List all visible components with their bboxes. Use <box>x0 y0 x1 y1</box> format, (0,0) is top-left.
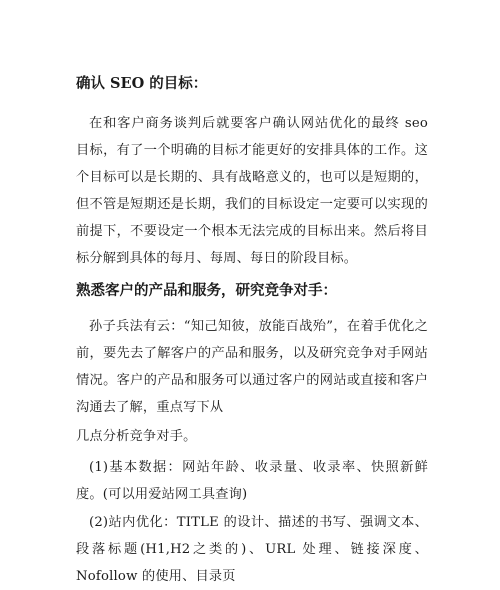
list-item-basic-data: (1)基本数据：网站年龄、收录量、收录率、快照新鲜度。(可以用爱站网工具查询) <box>76 460 428 502</box>
paragraph-competitors: 孙子兵法有云：“知己知彼，放能百战殆”，在着手优化之前，要先去了解客户的产品和服务，以及研究竞争对手网站情况。客户的产品和服务可以通过客户的网站或直接和客户沟通去了解，重点写下从 <box>76 319 428 415</box>
paragraph-continuation: 几点分析竞争对手。 <box>76 429 197 444</box>
section-heading-competitors: 熟悉客户的产品和服务，研究竞争对手： <box>76 282 337 299</box>
list-item-onsite-optimization: (2)站内优化：TITLE 的设计、描述的书写、强调文本、段落标题(H1,H2之类的)、URL 处理、链接深度、Nofollow 的使用、目录页 <box>76 515 428 584</box>
section-heading-seo-goals: 确认 SEO 的目标： <box>76 75 208 92</box>
paragraph-seo-goals: 在和客户商务谈判后就要客户确认网站优化的最终 seo 目标，有了一个明确的目标才能更好的安排具体的工作。这个目标可以是长期的、具有战略意义的，也可以是短期的，但不管是短期还是长期，我们的目标设定一定要可以实现的前提下，不要设定一个根本无法完成的目标出来。然后将目标分解到具体的每月、每周、每日的阶段目标。 <box>76 116 428 266</box>
